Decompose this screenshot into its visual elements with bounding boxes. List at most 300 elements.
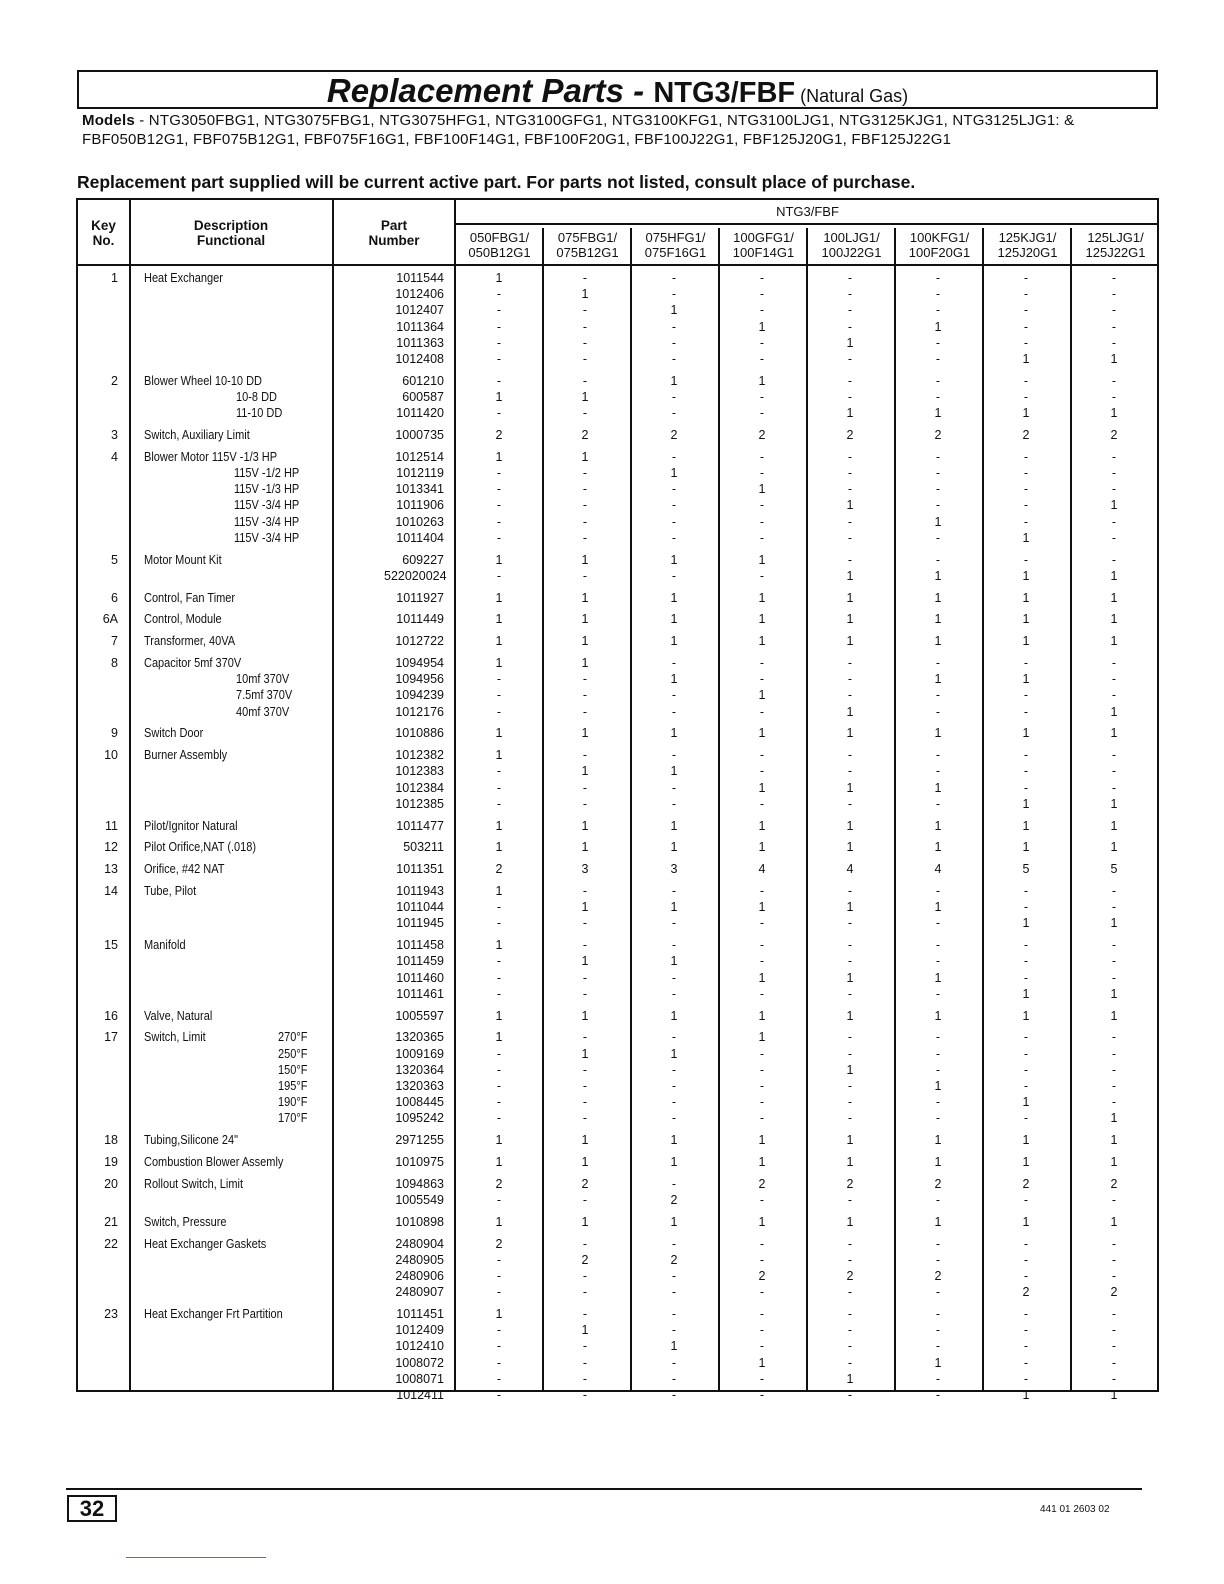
quantity: - xyxy=(935,1193,941,1207)
quantity: - xyxy=(671,271,677,285)
quantity: - xyxy=(496,319,502,334)
key-number: 22 xyxy=(104,1236,118,1251)
part-number: 1011927 xyxy=(396,590,444,605)
quantity: - xyxy=(935,1111,941,1126)
quantity: - xyxy=(671,1062,677,1077)
header-model-col: 075HFG1/ 075F16G1 xyxy=(644,230,707,260)
quantity: 2 xyxy=(581,1176,589,1191)
key-number: 3 xyxy=(111,428,118,442)
quantity: - xyxy=(935,954,941,969)
quantity: - xyxy=(759,1062,765,1077)
quantity: - xyxy=(1111,1193,1117,1207)
quantity: - xyxy=(847,303,853,318)
quantity: 1 xyxy=(1022,590,1030,605)
quantity: - xyxy=(1111,1355,1117,1370)
description: Orifice, #42 NAT xyxy=(144,862,225,877)
quantity: - xyxy=(671,406,677,421)
quantity: 2 xyxy=(670,1193,678,1207)
quantity: - xyxy=(1111,287,1117,302)
quantity: - xyxy=(496,900,502,915)
quantity: 1 xyxy=(846,840,854,855)
part-number: 1012384 xyxy=(395,780,444,795)
quantity: - xyxy=(1023,1236,1029,1251)
quantity: 1 xyxy=(581,1323,589,1338)
quantity: 1 xyxy=(758,970,766,985)
quantity: 1 xyxy=(495,884,503,898)
quantity: 1 xyxy=(670,466,678,480)
key-number: 23 xyxy=(104,1307,118,1321)
quantity: - xyxy=(847,1193,853,1207)
quantity: 3 xyxy=(670,862,678,877)
quantity: - xyxy=(759,796,765,811)
quantity: - xyxy=(496,1046,502,1061)
quantity: 1 xyxy=(934,970,942,985)
quantity: - xyxy=(935,482,941,497)
quantity: 1 xyxy=(495,449,503,464)
quantity: - xyxy=(671,656,677,670)
key-number: 12 xyxy=(104,840,118,855)
quantity: - xyxy=(1023,704,1029,719)
quantity: - xyxy=(582,514,588,529)
quantity: 3 xyxy=(581,862,589,877)
quantity: - xyxy=(671,498,677,513)
quantity: 1 xyxy=(495,552,503,567)
quantity: - xyxy=(847,884,853,898)
quantity: 1 xyxy=(1022,406,1030,421)
quantity: - xyxy=(671,1030,677,1045)
quantity: - xyxy=(1023,1062,1029,1077)
quantity: - xyxy=(496,1079,502,1093)
part-number: 1011544 xyxy=(396,271,444,285)
quantity: - xyxy=(759,986,765,1001)
quantity: 2 xyxy=(1110,1285,1118,1300)
quantity: 1 xyxy=(846,1155,854,1169)
quantity: - xyxy=(496,335,502,350)
description: Blower Wheel 10-10 DD xyxy=(144,373,263,388)
quantity: - xyxy=(759,764,765,779)
quantity: - xyxy=(582,319,588,334)
quantity: - xyxy=(496,1339,502,1354)
quantity: 1 xyxy=(670,634,678,649)
part-number: 1094954 xyxy=(395,656,444,670)
part-number: 522020024 xyxy=(384,568,447,583)
quantity: - xyxy=(1023,1193,1029,1207)
quantity: 1 xyxy=(495,612,503,627)
quantity: - xyxy=(671,287,677,302)
quantity: - xyxy=(759,954,765,969)
part-number: 1012176 xyxy=(395,704,444,719)
quantity: - xyxy=(582,1079,588,1093)
quantity: 1 xyxy=(846,612,854,627)
quantity: 1 xyxy=(934,1133,942,1148)
quantity: 1 xyxy=(581,390,589,404)
quantity: - xyxy=(582,884,588,898)
key-number: 8 xyxy=(111,656,118,670)
quantity: - xyxy=(935,1339,941,1354)
quantity: - xyxy=(847,373,853,388)
header-model-col: 125KJG1/ 125J20G1 xyxy=(997,230,1058,260)
part-number: 1094863 xyxy=(395,1176,444,1191)
quantity: - xyxy=(582,568,588,583)
part-number: 1010263 xyxy=(395,514,444,529)
description: Transformer, 40VA xyxy=(144,634,236,649)
quantity: - xyxy=(1023,271,1029,285)
quantity: - xyxy=(759,498,765,513)
quantity: 1 xyxy=(758,373,766,388)
description-variant: 250°F xyxy=(278,1046,308,1061)
part-number: 1013341 xyxy=(395,482,444,497)
quantity: - xyxy=(847,352,853,366)
description: Motor Mount Kit xyxy=(144,552,222,567)
quantity: - xyxy=(496,954,502,969)
header-model-col: 100GFG1/ 100F14G1 xyxy=(732,230,795,260)
quantity: - xyxy=(935,688,941,703)
quantity: - xyxy=(496,1323,502,1338)
divider xyxy=(332,200,334,1390)
quantity: - xyxy=(496,287,502,302)
quantity: - xyxy=(935,466,941,480)
quantity: - xyxy=(935,656,941,670)
quantity: - xyxy=(935,1323,941,1338)
quantity: - xyxy=(847,1323,853,1338)
quantity: 2 xyxy=(758,428,766,442)
quantity: - xyxy=(1111,552,1117,567)
quantity: - xyxy=(671,352,677,366)
quantity: - xyxy=(496,303,502,318)
quantity: - xyxy=(847,1236,853,1251)
quantity: - xyxy=(935,498,941,513)
quantity: 1 xyxy=(758,1133,766,1148)
part-number: 1012410 xyxy=(395,1339,444,1354)
part-number: 1012406 xyxy=(395,287,444,302)
quantity: 1 xyxy=(1022,1095,1030,1110)
quantity: - xyxy=(1023,319,1029,334)
part-number: 1012385 xyxy=(395,796,444,811)
part-number: 1009169 xyxy=(395,1046,444,1061)
quantity: - xyxy=(935,373,941,388)
divider xyxy=(129,200,131,1390)
divider xyxy=(894,228,896,1390)
quantity: - xyxy=(671,530,677,545)
quantity: - xyxy=(582,938,588,953)
header-model-col: 100LJG1/ 100J22G1 xyxy=(821,230,882,260)
part-number: 1005549 xyxy=(395,1193,444,1207)
description: Pilot Orifice,NAT (.018) xyxy=(144,840,257,855)
quantity: - xyxy=(935,352,941,366)
quantity: - xyxy=(1111,482,1117,497)
quantity: - xyxy=(935,938,941,953)
quantity: 1 xyxy=(1110,406,1118,421)
quantity: 2 xyxy=(1110,428,1118,442)
part-number: 601210 xyxy=(402,373,444,388)
quantity: 1 xyxy=(670,840,678,855)
quantity: 1 xyxy=(1022,726,1030,741)
quantity: - xyxy=(1023,954,1029,969)
quantity: - xyxy=(671,514,677,529)
quantity: 1 xyxy=(1022,672,1030,687)
quantity: 1 xyxy=(934,726,942,741)
key-number: 2 xyxy=(111,373,118,388)
quantity: 1 xyxy=(846,498,854,513)
quantity: 1 xyxy=(1110,1388,1118,1402)
quantity: 1 xyxy=(1022,530,1030,545)
part-number: 2480907 xyxy=(395,1285,444,1300)
quantity: 1 xyxy=(1110,1214,1118,1229)
quantity: - xyxy=(671,1388,677,1402)
description: Heat Exchanger Gaskets xyxy=(144,1236,267,1251)
quantity: 1 xyxy=(1110,498,1118,513)
quantity: - xyxy=(496,373,502,388)
quantity: - xyxy=(496,1285,502,1300)
quantity: - xyxy=(935,530,941,545)
quantity: - xyxy=(496,1355,502,1370)
quantity: - xyxy=(582,352,588,366)
quantity: 2 xyxy=(934,428,942,442)
quantity: 1 xyxy=(934,1355,942,1370)
quantity: - xyxy=(759,1307,765,1321)
part-number: 609227 xyxy=(402,552,444,567)
quantity: - xyxy=(1023,1371,1029,1386)
key-number: 17 xyxy=(104,1030,118,1045)
quantity: - xyxy=(935,1046,941,1061)
quantity: - xyxy=(1023,1355,1029,1370)
quantity: - xyxy=(1111,688,1117,703)
quantity: - xyxy=(935,704,941,719)
quantity: - xyxy=(671,938,677,953)
quantity: 1 xyxy=(1110,840,1118,855)
quantity: - xyxy=(496,1095,502,1110)
quantity: 1 xyxy=(581,1214,589,1229)
quantity: - xyxy=(1023,1339,1029,1354)
quantity: 1 xyxy=(934,1214,942,1229)
quantity: 1 xyxy=(1022,1214,1030,1229)
quantity: - xyxy=(496,1252,502,1267)
quantity: - xyxy=(1023,688,1029,703)
quantity: - xyxy=(935,764,941,779)
part-number: 1011906 xyxy=(396,498,444,513)
quantity: 2 xyxy=(495,1176,503,1191)
quantity: 2 xyxy=(758,1176,766,1191)
quantity: - xyxy=(1023,1079,1029,1093)
quantity: 1 xyxy=(846,406,854,421)
quantity: - xyxy=(935,1236,941,1251)
quantity: - xyxy=(1023,390,1029,404)
quantity: 1 xyxy=(846,780,854,795)
quantity: - xyxy=(847,1339,853,1354)
part-number: 1012382 xyxy=(395,748,444,763)
models-label: Models xyxy=(82,112,135,129)
quantity: - xyxy=(582,1193,588,1207)
quantity: - xyxy=(1111,1269,1117,1283)
divider xyxy=(542,228,544,1390)
quantity: 1 xyxy=(581,1133,589,1148)
quantity: - xyxy=(1111,656,1117,670)
quantity: - xyxy=(759,672,765,687)
quantity: - xyxy=(847,656,853,670)
quantity: - xyxy=(935,449,941,464)
quantity: 1 xyxy=(1110,726,1118,741)
quantity: - xyxy=(496,916,502,931)
parts-table xyxy=(76,198,1159,1402)
quantity: 2 xyxy=(1022,1285,1030,1300)
quantity: - xyxy=(582,1355,588,1370)
quantity: - xyxy=(1111,764,1117,779)
quantity: 1 xyxy=(581,590,589,605)
quantity: 1 xyxy=(846,818,854,833)
quantity: 5 xyxy=(1022,862,1030,877)
quantity: - xyxy=(1111,1062,1117,1077)
quantity: - xyxy=(1023,373,1029,388)
quantity: 1 xyxy=(1110,634,1118,649)
quantity: - xyxy=(582,1371,588,1386)
quantity: - xyxy=(1111,449,1117,464)
quantity: 1 xyxy=(495,726,503,741)
quantity: 1 xyxy=(846,590,854,605)
quantity: - xyxy=(1023,938,1029,953)
quantity: - xyxy=(847,271,853,285)
quantity: - xyxy=(1111,335,1117,350)
quantity: - xyxy=(496,466,502,480)
quantity: - xyxy=(1111,954,1117,969)
quantity: - xyxy=(847,466,853,480)
header-key: Key No. xyxy=(91,218,116,248)
quantity: - xyxy=(1111,319,1117,334)
notice-text: Replacement part supplied will be current active part. For parts not listed, consult place of purchase. xyxy=(77,172,916,192)
quantity: 1 xyxy=(846,1214,854,1229)
quantity: - xyxy=(847,1046,853,1061)
quantity: - xyxy=(496,568,502,583)
document-id: 441 01 2603 02 xyxy=(1040,1504,1110,1515)
quantity: - xyxy=(759,303,765,318)
header-description: Description Functional xyxy=(193,218,269,248)
quantity: - xyxy=(935,986,941,1001)
quantity: - xyxy=(671,1323,677,1338)
quantity: 1 xyxy=(670,590,678,605)
quantity: - xyxy=(935,271,941,285)
description: Control, Fan Timer xyxy=(144,590,236,605)
quantity: - xyxy=(1111,900,1117,915)
quantity: 1 xyxy=(934,840,942,855)
quantity: - xyxy=(671,335,677,350)
quantity: - xyxy=(671,1111,677,1126)
quantity: - xyxy=(759,390,765,404)
quantity: - xyxy=(582,970,588,985)
part-number: 1320364 xyxy=(395,1062,444,1077)
quantity: 1 xyxy=(846,634,854,649)
quantity: 1 xyxy=(495,1133,503,1148)
quantity: 1 xyxy=(1022,986,1030,1001)
quantity: - xyxy=(759,1339,765,1354)
quantity: - xyxy=(496,530,502,545)
key-number: 6 xyxy=(111,590,118,605)
quantity: - xyxy=(582,530,588,545)
part-number: 1011449 xyxy=(396,612,444,627)
quantity: - xyxy=(671,1095,677,1110)
quantity: 1 xyxy=(581,1008,589,1023)
quantity: - xyxy=(582,780,588,795)
quantity: - xyxy=(496,1371,502,1386)
quantity: - xyxy=(847,748,853,763)
quantity: - xyxy=(847,514,853,529)
quantity: - xyxy=(671,704,677,719)
quantity: - xyxy=(847,938,853,953)
quantity: - xyxy=(671,449,677,464)
footer-rule xyxy=(66,1488,1142,1490)
quantity: - xyxy=(1111,1046,1117,1061)
quantity: 1 xyxy=(1110,704,1118,719)
header-model-col: 075FBG1/ 075B12G1 xyxy=(556,230,619,260)
quantity: - xyxy=(759,530,765,545)
quantity: 1 xyxy=(1022,568,1030,583)
quantity: - xyxy=(582,271,588,285)
quantity: 1 xyxy=(1110,796,1118,811)
quantity: - xyxy=(847,954,853,969)
quantity: - xyxy=(496,688,502,703)
description-variant: 150°F xyxy=(278,1062,308,1077)
quantity: - xyxy=(847,1285,853,1300)
quantity: 1 xyxy=(495,1008,503,1023)
quantity: - xyxy=(1111,1371,1117,1386)
quantity: 1 xyxy=(934,780,942,795)
quantity: 1 xyxy=(495,271,503,285)
quantity: 1 xyxy=(1110,986,1118,1001)
quantity: 1 xyxy=(758,319,766,334)
quantity: - xyxy=(671,482,677,497)
quantity: 1 xyxy=(670,1133,678,1148)
quantity: 1 xyxy=(1022,1155,1030,1169)
quantity: 1 xyxy=(670,1214,678,1229)
part-number: 1012408 xyxy=(395,352,444,366)
quantity: 1 xyxy=(670,818,678,833)
quantity: 2 xyxy=(670,428,678,442)
quantity: - xyxy=(671,748,677,763)
description-variant: 7.5mf 370V xyxy=(236,688,293,703)
quantity: 1 xyxy=(846,726,854,741)
key-number: 15 xyxy=(104,938,118,953)
part-number: 1000735 xyxy=(395,428,444,442)
quantity: 2 xyxy=(670,1252,678,1267)
quantity: 1 xyxy=(1022,612,1030,627)
quantity: 2 xyxy=(846,1176,854,1191)
quantity: - xyxy=(759,568,765,583)
quantity: - xyxy=(496,780,502,795)
quantity: - xyxy=(1023,449,1029,464)
quantity: - xyxy=(582,704,588,719)
part-number: 1008072 xyxy=(395,1355,444,1370)
quantity: - xyxy=(759,449,765,464)
key-number: 9 xyxy=(111,726,118,741)
part-number: 1011363 xyxy=(396,335,444,350)
header-model-col: 125LJG1/ 125J22G1 xyxy=(1085,230,1146,260)
quantity: 1 xyxy=(934,1008,942,1023)
quantity: 1 xyxy=(846,900,854,915)
quantity: - xyxy=(1023,748,1029,763)
quantity: 1 xyxy=(495,818,503,833)
part-number: 1012409 xyxy=(395,1323,444,1338)
quantity: 1 xyxy=(758,1214,766,1229)
quantity: 1 xyxy=(581,552,589,567)
quantity: - xyxy=(847,672,853,687)
quantity: 1 xyxy=(1110,1111,1118,1126)
quantity: 1 xyxy=(1110,590,1118,605)
quantity: - xyxy=(1023,1307,1029,1321)
quantity: - xyxy=(1111,748,1117,763)
quantity: 1 xyxy=(846,1371,854,1386)
quantity: 1 xyxy=(934,514,942,529)
quantity: - xyxy=(1111,1079,1117,1093)
quantity: - xyxy=(759,1111,765,1126)
quantity: 1 xyxy=(670,900,678,915)
